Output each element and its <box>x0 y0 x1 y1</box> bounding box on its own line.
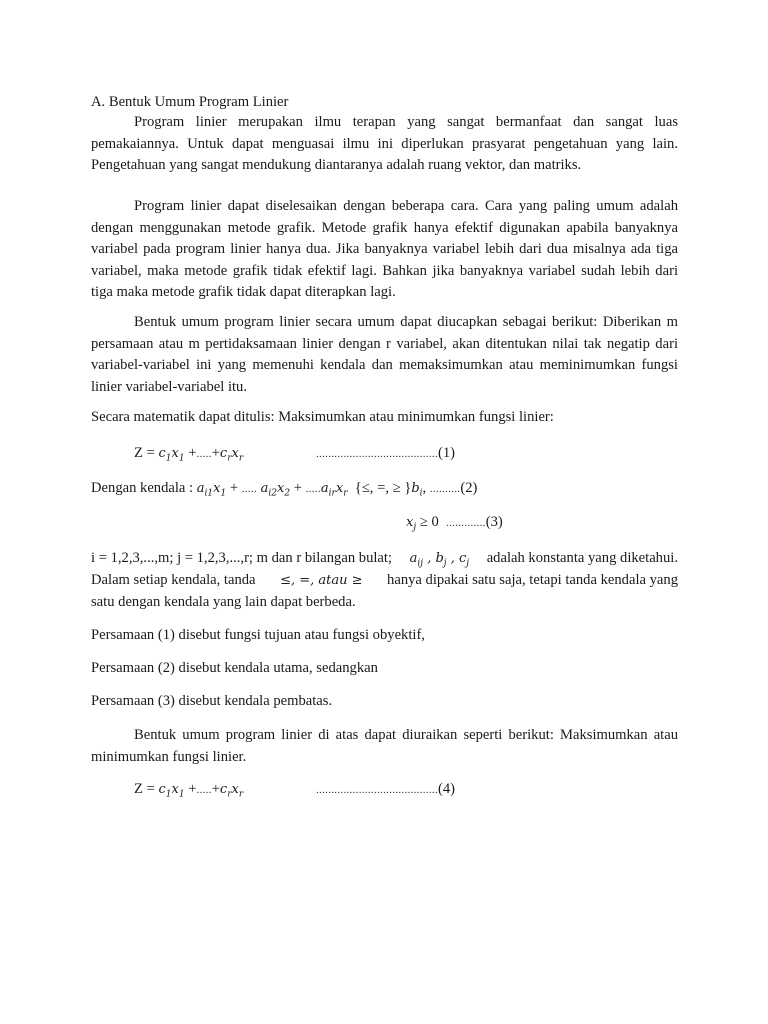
paragraph-5-line-1: i = 1,2,3,...,m; j = 1,2,3,...,r; m dan r bilangan bulat; $a_{ij}$ , $b_j$ , $c_j$ adalah konstanta yang diketahui. <box>91 550 678 569</box>
paragraph-2: Program linier dapat diselesaikan dengan beberapa cara. Cara yang paling umum adalah dengan menggunakan metode grafik. Metode grafik hanya efektif digunakan apabila banyaknya variabel pada program linier hanya dua. Jika banyaknya variabel lebih dari dua misalnya ada tiga variabel, maka metode grafik tidak efektif lagi. Bahkan jika banyaknya variabel sudah lebih dari tiga maka metode grafik tidak dapat diterapkan lagi. <box>91 198 678 300</box>
paragraph-5-line-3: satu dengan kendala yang lain dapat berbeda. <box>91 594 356 610</box>
equation-2: Dengan kendala : $a_{i1}x_1$ + ..... $a_{i2}x_2 + .....a_{ir}x_r$ {≤, =, ≥ }$b_i$, ..........(2) <box>91 480 478 499</box>
section-heading: A. Bentuk Umum Program Linier <box>91 94 289 110</box>
equation-4-number: (4) <box>438 781 456 797</box>
equation-2-number: (2) <box>460 480 478 496</box>
paragraph-4: Secara matematik dapat ditulis: Maksimumkan atau minimumkan fungsi linier: <box>91 409 554 425</box>
paragraph-8: Persamaan (3) disebut kendala pembatas. <box>91 693 333 709</box>
equation-1-ref <box>316 443 455 466</box>
equation-4: $Z = c_1x_1 +.....+c_rx_r$ <box>134 781 244 800</box>
paragraph-9: Bentuk umum program linier di atas dapat diuraikan seperti berikut: Maksimumkan atau minimumkan fungsi linier. <box>91 727 678 765</box>
equation-3-number: (3) <box>485 514 503 530</box>
equation-1-lhs: Z = <box>134 445 159 461</box>
equation-1-dots: ........................................ <box>316 448 438 460</box>
paragraph-3: Bentuk umum program linier secara umum dapat diucapkan sebagai berikut: Diberikan m persamaan atau m pertidaksamaan linier dengan r variabel, akan ditentukan nilai tak negatip dari variabel-variabel ini yang memenuhi kendala dan memaksimumkan atau meminimumkan fungsi linier variabel-variabel itu. <box>91 314 678 395</box>
paragraph-1: Program linier merupakan ilmu terapan yang sangat bermanfaat dan sangat luas pemakaiannya. Untuk dapat menguasai ilmu ini diperlukan prasyarat pengetahuan yang lain. Pengetahuan yang sangat mendukung diantaranya adalah ruang vektor, dan matriks. <box>91 114 678 173</box>
equation-1: $Z = c_1x_1 +.....+c_rx_r$ <box>134 445 244 464</box>
equation-1-dots-mid: ..... <box>196 448 212 460</box>
equation-3: $x_j \ge 0$ .............(3) <box>406 514 503 533</box>
paragraph-7: Persamaan (2) disebut kendala utama, sedangkan <box>91 660 378 676</box>
paragraph-5-line-2: Dalam setiap kendala, tanda ≤, =, atau ≥ hanya dipakai satu saja, tetapi tanda kendala yang <box>91 572 678 588</box>
equation-4-ref: ........................................(4) <box>316 781 456 797</box>
paragraph-6: Persamaan (1) disebut fungsi tujuan atau fungsi obyektif, <box>91 627 425 643</box>
equation-2-relation: {≤, =, ≥ } <box>354 480 412 496</box>
equation-1-number: (1) <box>438 445 456 461</box>
equation-2-label: Dengan kendala : <box>91 480 197 496</box>
